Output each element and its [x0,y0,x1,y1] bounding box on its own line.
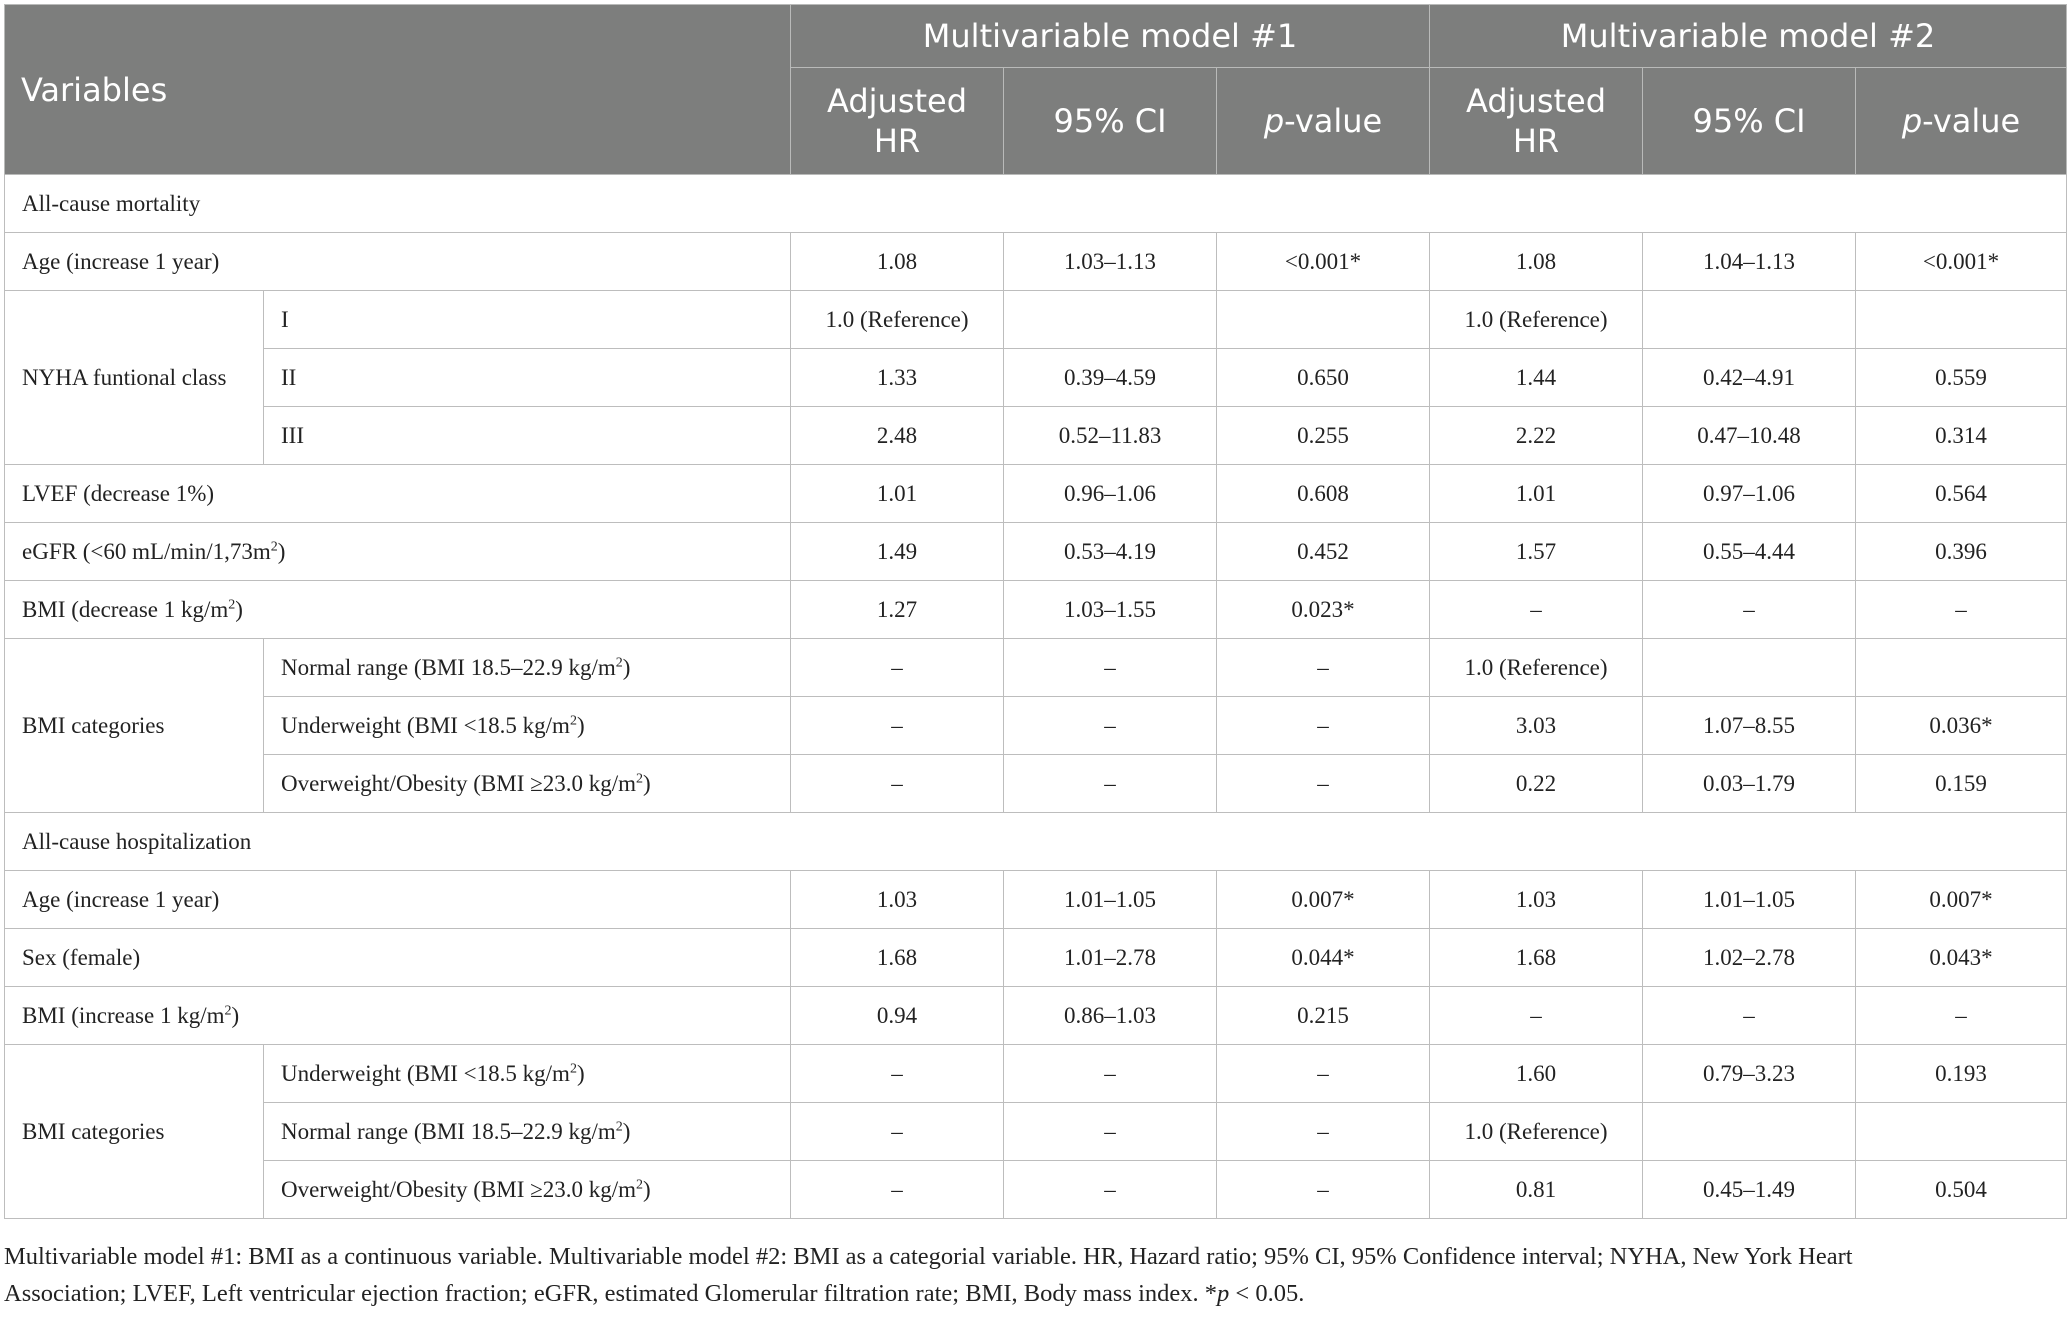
table-row [5,697,2067,755]
cell: <0.001* [1217,233,1430,291]
cell: 1.01–1.05 [1004,871,1217,929]
cell: 0.79–3.23 [1643,1045,1856,1103]
cell: – [791,1103,1004,1161]
table-footnote [4,1238,2054,1312]
cell: 1.01 [1430,465,1643,523]
cell: 0.55–4.44 [1643,523,1856,581]
cell: 1.03–1.55 [1004,581,1217,639]
cell: 1.60 [1430,1045,1643,1103]
row-label: Overweight/Obesity (BMI ≥23.0 $kg/m^2$) [264,755,791,813]
table-row [5,639,2067,697]
cell [1856,1103,2067,1161]
group-label: BMI categories [5,639,264,813]
cell: – [791,1161,1004,1219]
cell: 1.68 [1430,929,1643,987]
cell: 0.45–1.49 [1643,1161,1856,1219]
cell: – [1217,755,1430,813]
cell: 1.44 [1430,349,1643,407]
cell: 0.53–4.19 [1004,523,1217,581]
cell: 0.314 [1856,407,2067,465]
row-label: III [264,407,791,465]
cell: 0.193 [1856,1045,2067,1103]
cell: 0.96–1.06 [1004,465,1217,523]
cell [1643,639,1856,697]
cell: 1.0 (Reference) [1430,639,1643,697]
section-title: All-cause hospitalization [5,813,2067,871]
table-row [5,929,2067,987]
cell: 0.007* [1856,871,2067,929]
cell: – [791,1045,1004,1103]
cell: 1.0 (Reference) [1430,291,1643,349]
cell: 0.452 [1217,523,1430,581]
cell: 0.044* [1217,929,1430,987]
cell: – [1430,987,1643,1045]
row-label: BMI (increase 1 $kg/m^2$) [5,987,791,1045]
cell: 1.08 [791,233,1004,291]
cell: – [1430,581,1643,639]
cell: 1.01–2.78 [1004,929,1217,987]
cell: – [1217,1161,1430,1219]
cell: – [1217,697,1430,755]
cell: 2.48 [791,407,1004,465]
cell: 0.007* [1217,871,1430,929]
cell: 0.608 [1217,465,1430,523]
table-row [5,465,2067,523]
hazard-ratio-table [4,4,2067,1219]
cell [1004,291,1217,349]
model2-pvalue-header: p-value [1856,68,2067,175]
model1-adjusted-hr-header: Adjusted HR [791,68,1004,175]
cell: – [1004,639,1217,697]
table-row [5,291,2067,349]
cell: 0.255 [1217,407,1430,465]
row-label: I [264,291,791,349]
model2-header: Multivariable model #2 [1430,5,2067,68]
cell: 0.043* [1856,929,2067,987]
row-label: Age (increase 1 year) [5,233,791,291]
cell: 0.86–1.03 [1004,987,1217,1045]
cell: 1.07–8.55 [1643,697,1856,755]
cell: – [791,639,1004,697]
row-label: Normal range (BMI 18.5–22.9 $kg/m^2$) [264,639,791,697]
cell: 0.564 [1856,465,2067,523]
cell: 0.81 [1430,1161,1643,1219]
cell: 0.559 [1856,349,2067,407]
table-row [5,987,2067,1045]
cell: 0.47–10.48 [1643,407,1856,465]
model2-ci-header: 95% CI [1643,68,1856,175]
cell: – [1004,1103,1217,1161]
row-label: Underweight (BMI <18.5 $kg/m^2$) [264,1045,791,1103]
cell: – [1004,697,1217,755]
row-label: Underweight (BMI <18.5 $kg/m^2$) [264,697,791,755]
model1-header: Multivariable model #1 [791,5,1430,68]
cell: 0.650 [1217,349,1430,407]
cell: 1.03–1.13 [1004,233,1217,291]
model2-adjusted-hr-header: Adjusted HR [1430,68,1643,175]
cell: 0.023* [1217,581,1430,639]
row-label: eGFR (<60 $mL/\min/1,73m^2$) [5,523,791,581]
cell: 0.22 [1430,755,1643,813]
row-label: Age (increase 1 year) [5,871,791,929]
cell: 1.49 [791,523,1004,581]
cell: – [791,755,1004,813]
section-row-mortality [5,175,2067,233]
cell [1217,291,1430,349]
cell [1856,291,2067,349]
footnote-line-1: Multivariable model #1: BMI as a continuous variable. Multivariable model #2: BMI as a categorial variable. HR, Hazard ratio; 95% CI, 95% Confidence interval; NYHA, New York Heart [4,1243,1853,1270]
table-row [5,871,2067,929]
cell: – [1004,755,1217,813]
cell: 1.08 [1430,233,1643,291]
row-label: Overweight/Obesity (BMI ≥23.0 $kg/m^2$) [264,1161,791,1219]
footnote-line-2: Association; LVEF, Left ventricular ejection fraction; eGFR, estimated Glomerular filtration rate; BMI, Body mass index. *p < 0.05. [4,1280,1305,1307]
cell: 1.03 [791,871,1004,929]
cell: 0.97–1.06 [1643,465,1856,523]
cell: – [1643,581,1856,639]
row-label: II [264,349,791,407]
row-label: Normal range (BMI 18.5–22.9 $kg/m^2$) [264,1103,791,1161]
cell: 1.01–1.05 [1643,871,1856,929]
cell: – [1856,987,2067,1045]
cell: – [1004,1045,1217,1103]
cell: 1.01 [791,465,1004,523]
table-row [5,233,2067,291]
model1-ci-header: 95% CI [1004,68,1217,175]
cell: 1.0 (Reference) [1430,1103,1643,1161]
group-label: NYHA funtional class [5,291,264,465]
cell: 1.27 [791,581,1004,639]
row-label: BMI (decrease 1 $kg/m^2$) [5,581,791,639]
cell: 0.94 [791,987,1004,1045]
results-table-container [4,4,2066,1219]
cell: 0.42–4.91 [1643,349,1856,407]
table-row [5,755,2067,813]
cell [1643,1103,1856,1161]
cell: 1.03 [1430,871,1643,929]
section-row-hospitalization [5,813,2067,871]
model1-pvalue-header: p-value [1217,68,1430,175]
cell: 0.036* [1856,697,2067,755]
cell: 0.52–11.83 [1004,407,1217,465]
table-row [5,1045,2067,1103]
cell: <0.001* [1856,233,2067,291]
table-row [5,523,2067,581]
cell: 1.02–2.78 [1643,929,1856,987]
cell: 0.03–1.79 [1643,755,1856,813]
cell: – [1217,1045,1430,1103]
cell: 3.03 [1430,697,1643,755]
cell: 0.39–4.59 [1004,349,1217,407]
cell: 1.68 [791,929,1004,987]
cell: 1.0 (Reference) [791,291,1004,349]
cell [1856,639,2067,697]
cell: – [791,697,1004,755]
cell: – [1643,987,1856,1045]
table-row [5,407,2067,465]
cell: 1.57 [1430,523,1643,581]
group-label: BMI categories [5,1045,264,1219]
table-row [5,1103,2067,1161]
cell: – [1856,581,2067,639]
cell: – [1217,1103,1430,1161]
cell: 0.215 [1217,987,1430,1045]
variables-header: Variables [5,5,791,175]
section-title: All-cause mortality [5,175,2067,233]
cell: 0.159 [1856,755,2067,813]
table-row [5,349,2067,407]
cell: 2.22 [1430,407,1643,465]
cell: 1.04–1.13 [1643,233,1856,291]
row-label: LVEF (decrease 1%) [5,465,791,523]
cell: 1.33 [791,349,1004,407]
cell: – [1217,639,1430,697]
cell: 0.396 [1856,523,2067,581]
cell: 0.504 [1856,1161,2067,1219]
table-row [5,581,2067,639]
cell: – [1004,1161,1217,1219]
cell [1643,291,1856,349]
table-row [5,1161,2067,1219]
row-label: Sex (female) [5,929,791,987]
